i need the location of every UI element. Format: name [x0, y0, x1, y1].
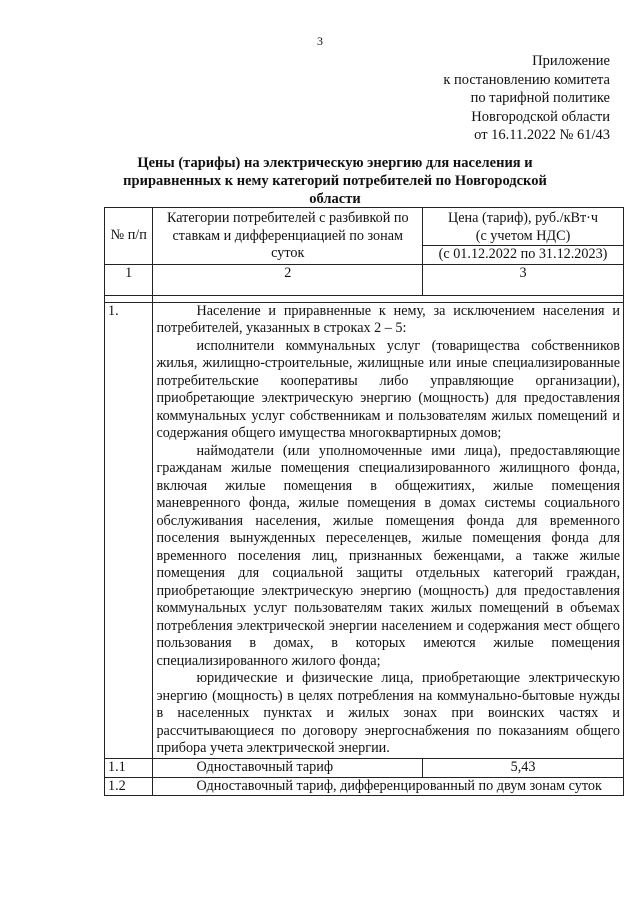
row-paragraph: исполнители коммунальных услуг (товарищества собственников жилья, жилищно-строительные, жилищные или иные специализированные потребительские кооперативы либо управляющие организации), приобретающие электрическую энергию (мощность) для предоставления коммунальных услуг собственникам и пользователям жилых помещений и содержания общего имущества многоквартирных домов; — [156, 337, 620, 441]
column-number: 2 — [153, 264, 423, 295]
row-paragraph: Одноставочный тариф — [196, 758, 334, 775]
row-number: 1.2 — [105, 777, 153, 796]
header-price-line: Цена (тариф), руб./кВт·ч — [448, 210, 599, 226]
row-label — [153, 777, 624, 796]
row-description — [153, 302, 624, 758]
table-header-row — [105, 208, 624, 246]
appendix-block — [443, 52, 610, 145]
row-number: 1.1 — [105, 758, 153, 777]
header-num: № п/п — [105, 208, 153, 265]
row-paragraph: наймодатели (или уполномоченные ими лица), предоставляющие гражданам жилые помещения специализированного жилищного фонда, включая жилые помещения в общежитиях, жилые помещения маневренного фонда, жилые помещения в домах системы социального обслуживания населения, жилые помещения фонда для временного поселения вынужденных переселенцев, жилые помещения фонда для временного поселения лиц, признанных беженцами, а также жилые помещения для социальной защиты отдельных категорий граждан, приобретающие электрическую энергию (мощность) для предоставления коммунальных услуг пользователям таких жилых помещений в объемах потребления электрической энергии населением и содержания мест общего пользования в домах, в которых имеются жилые помещения специализированного жилого фонда; — [156, 442, 620, 669]
header-price — [423, 208, 624, 246]
appendix-line: Новгородской области — [471, 108, 610, 125]
appendix-line: Приложение — [532, 53, 610, 69]
appendix-line: к постановлению комитета — [443, 71, 610, 88]
table-row — [105, 302, 624, 758]
page-number: 3 — [317, 34, 323, 48]
tariff-table — [104, 207, 624, 796]
column-number: 1 — [105, 264, 153, 295]
row-number: 1. — [105, 302, 153, 758]
header-period: (с 01.12.2022 по 31.12.2023) — [423, 246, 624, 265]
header-category: Категории потребителей с разбивкой по ставкам и дифференциацией по зонам суток — [153, 208, 423, 265]
appendix-line: от 16.11.2022 № 61/43 — [474, 127, 610, 143]
table-row — [105, 758, 624, 777]
row-price: 5,43 — [423, 758, 624, 777]
appendix-line: по тарифной политике — [470, 90, 610, 106]
row-paragraph: Одноставочный тариф, дифференцированный по двум зонам суток — [196, 777, 602, 794]
header-price-line: (с учетом НДС) — [475, 227, 571, 244]
table-row — [105, 777, 624, 796]
document-title: Цены (тарифы) на электрическую энергию для населения и приравненных к нему категорий потребителей по Новгородской области — [123, 155, 547, 207]
row-label — [153, 758, 423, 777]
column-number: 3 — [423, 264, 624, 295]
column-number-row — [105, 264, 624, 295]
row-paragraph: Население и приравненные к нему, за исключением населения и потребителей, указанных в строках 2 – 5: — [156, 302, 620, 336]
row-paragraph: юридические и физические лица, приобретающие электрическую энергию (мощность) в целях потребления на коммунально-бытовые нужды в населенных пунктах и жилых зонах при воинских частях и рассчитывающиеся по договору энергоснабжения по показаниям общего прибора учета электрической энергии. — [156, 670, 620, 756]
separator-row — [105, 295, 624, 302]
